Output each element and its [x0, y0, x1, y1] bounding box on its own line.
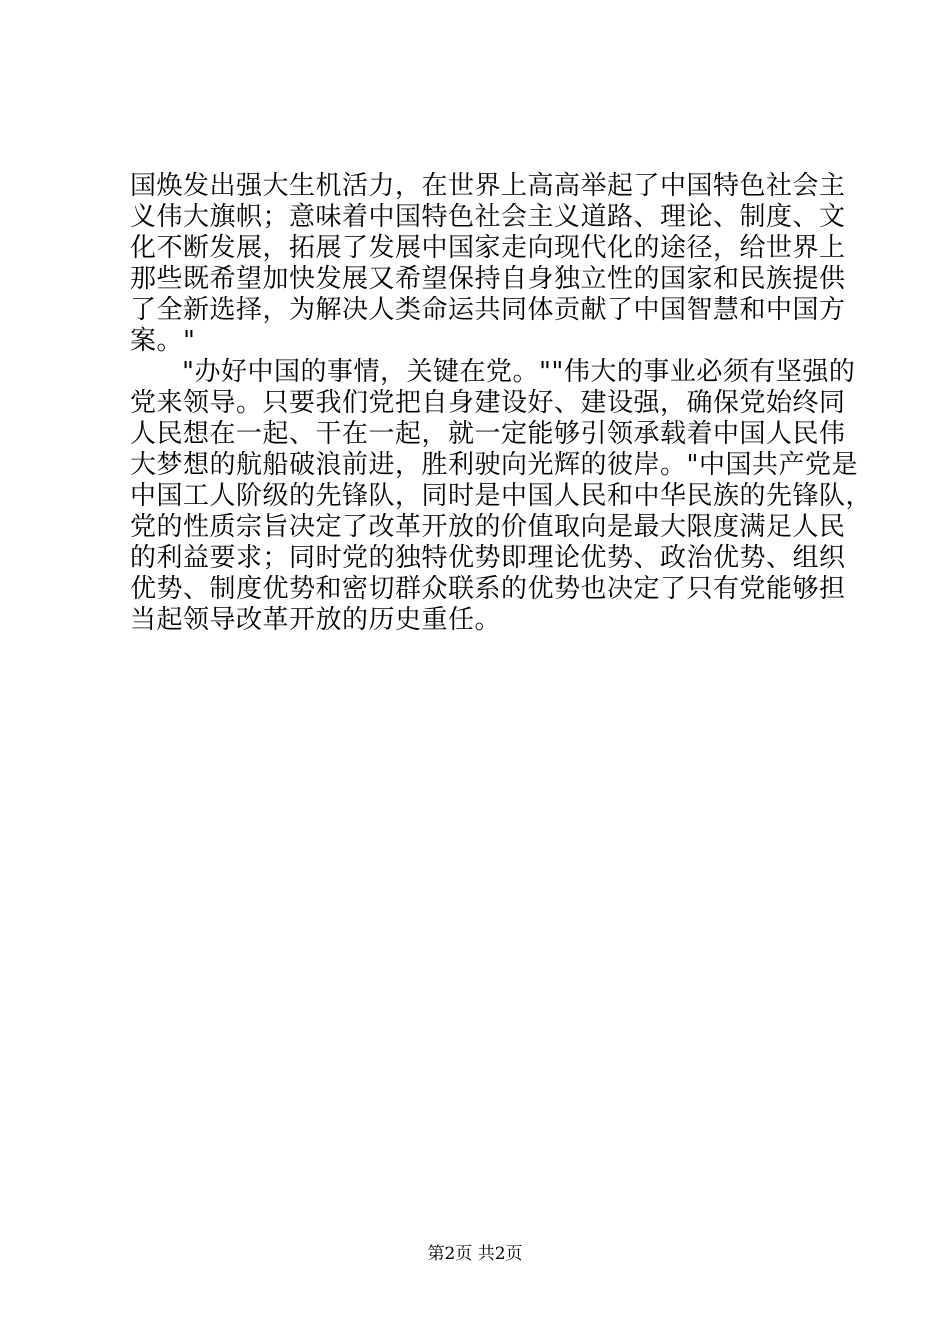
text-line: 党来领导。只要我们党把自身建设好、建设强，确保党始终同	[130, 388, 846, 418]
text-line: 大梦想的航船破浪前进，胜利驶向光辉的彼岸。"中国共产党是	[130, 450, 858, 480]
text-line: 国焕发出强大生机活力，在世界上高高举起了中国特色社会主	[130, 171, 846, 201]
text-line: 了全新选择，为解决人类命运共同体贡献了中国智慧和中国方	[130, 295, 846, 325]
text-line: 化不断发展，拓展了发展中国家走向现代化的途径，给世界上	[130, 233, 846, 263]
text-line: 案。"	[130, 326, 196, 356]
page-number-footer: 第2页 共2页	[427, 1244, 523, 1264]
text-line: 那些既希望加快发展又希望保持自身独立性的国家和民族提供	[130, 264, 846, 294]
text-line: "办好中国的事情，关键在党。""伟大的事业必须有坚强的	[182, 357, 856, 387]
text-line: 当起领导改革开放的历史重任。	[130, 605, 502, 635]
text-line: 义伟大旗帜；意味着中国特色社会主义道路、理论、制度、文	[130, 202, 846, 232]
text-line: 人民想在一起、干在一起，就一定能够引领承载着中国人民伟	[130, 419, 846, 449]
text-line: 党的性质宗旨决定了改革开放的价值取向是最大限度满足人民	[130, 512, 846, 542]
text-line: 的利益要求；同时党的独特优势即理论优势、政治优势、组织	[130, 543, 846, 573]
text-line: 优势、制度优势和密切群众联系的优势也决定了只有党能够担	[130, 574, 846, 604]
body-text	[130, 171, 873, 636]
text-line: 中国工人阶级的先锋队，同时是中国人民和中华民族的先锋队，	[130, 481, 873, 511]
